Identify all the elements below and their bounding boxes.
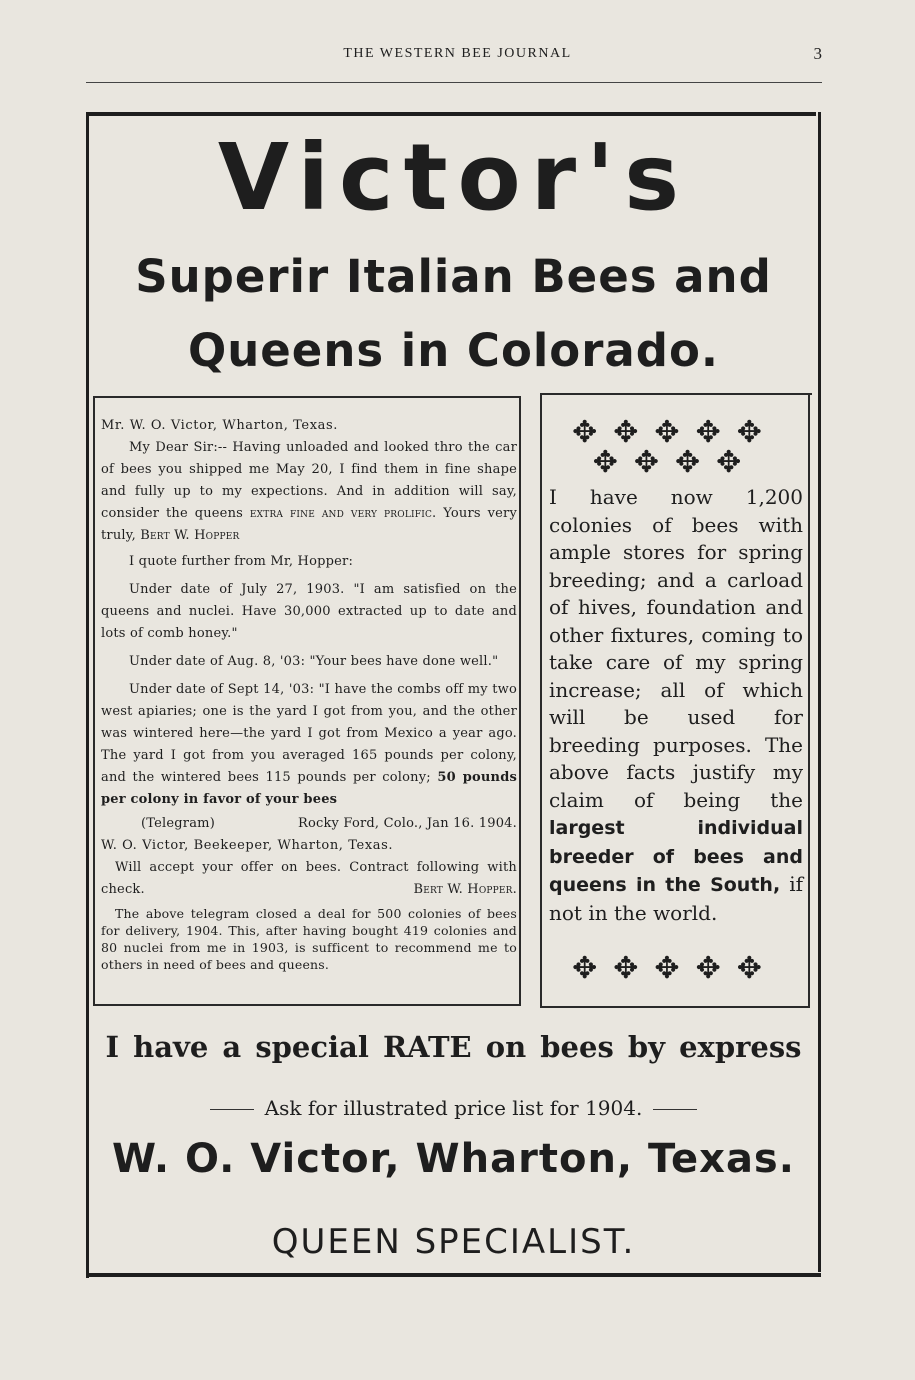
ad-subtitle [86,240,821,388]
specialist-line: QUEEN SPECIALIST. [271,1222,636,1262]
telegram-place: Rocky Ford, Colo., Jan 16. 1904. [297,816,517,831]
letter-p5-text: Under date of Sept 14, '03: "I have the combs off my two west apiaries; one is the yard I got from you, and the other was wintered here—the yard I got from Mexico a year ago. The yard I got from you averaged 165 pounds per colony, and the wintered bees 115 pounds per colony; [101,682,517,785]
letter-p1-signature: Bert W. Hopper [140,528,240,543]
letter-salutation: Mr. W. O. Victor, Wharton, Texas. [101,418,339,433]
letter-p1-text: My Dear Sir:-- Having unloaded and looked thro the car of bees you shipped me May 20, I find them in fine shape and fully up to my expections. And in addition will say, consider the queens [101,440,517,521]
ornament-row-icon: ✥✥✥✥ [592,445,758,480]
ad-subtitle-line2: Queens in Colorado. [187,324,719,377]
side-text-bold: largest individual breeder of bees and queens in the South, [549,817,803,896]
telegram-header [101,813,517,835]
ornament-row-icon: ✥✥✥✥✥ [572,951,778,986]
header-rule [86,82,822,83]
letter-paragraph [101,437,517,547]
letter-p5 [101,679,517,811]
price-rule-right [653,1109,697,1110]
ad-frame-bottom [86,1273,821,1277]
testimonial-text [101,415,517,973]
letter-p4: Under date of Aug. 8, '03: "Your bees have done well." [129,654,499,669]
price-list-line [86,1096,821,1120]
price-rule-left [210,1109,254,1110]
letter-p3: Under date of July 27, 1903. "I am satisfied on the queens and nuclei. Have 30,000 extracted up to date and lots of comb honey." [101,582,517,641]
advertiser-name: W. O. Victor, Wharton, Texas. [112,1136,795,1182]
telegram-body-text: Will accept your offer on bees. Contract following with check. [101,860,517,897]
letter-closing: The above telegram closed a deal for 500 colonies of bees for delivery, 1904. This, after having bought 419 colonies and 80 nuclei from me in 1903, is sufficent to recommend me to others in need of bees and queens. [101,906,517,972]
letter-p5-bold: 50 pounds per colony in favor of your bees [101,770,518,807]
ad-title: Victor's [217,124,690,231]
telegram-to: W. O. Victor, Beekeeper, Wharton, Texas. [101,838,394,853]
telegram-body [101,857,517,901]
rate-line: I have a special RATE on bees by express [105,1030,802,1064]
telegram-signature: Bert W. Hopper. [413,882,517,897]
telegram-label: (Telegram) [141,816,215,831]
page-number: 3 [813,44,822,63]
ad-frame-top [86,112,816,116]
side-text-main: I have now 1,200 colonies of bees with ample stores for spring breeding; and a carload of hives, foundation and other fixtures, coming to take care of my spring increase; all of which will be used for breeding purposes. The above facts justify my claim of being the [549,485,803,812]
ornament-row-icon: ✥✥✥✥✥ [572,415,778,450]
letter-p1-emphasis: extra fine and very prolific. [249,506,437,521]
side-text [549,484,803,927]
letter-p2: I quote further from Mr, Hopper: [129,554,354,569]
letter-p1-close: Yours very truly, [101,506,517,543]
price-list-text: Ask for illustrated price list for 1904. [264,1096,643,1120]
running-head: THE WESTERN BEE JOURNAL [343,46,572,61]
ad-subtitle-line1: Superir Italian Bees and [135,250,772,303]
side-text-end: if not in the world. [549,872,803,925]
